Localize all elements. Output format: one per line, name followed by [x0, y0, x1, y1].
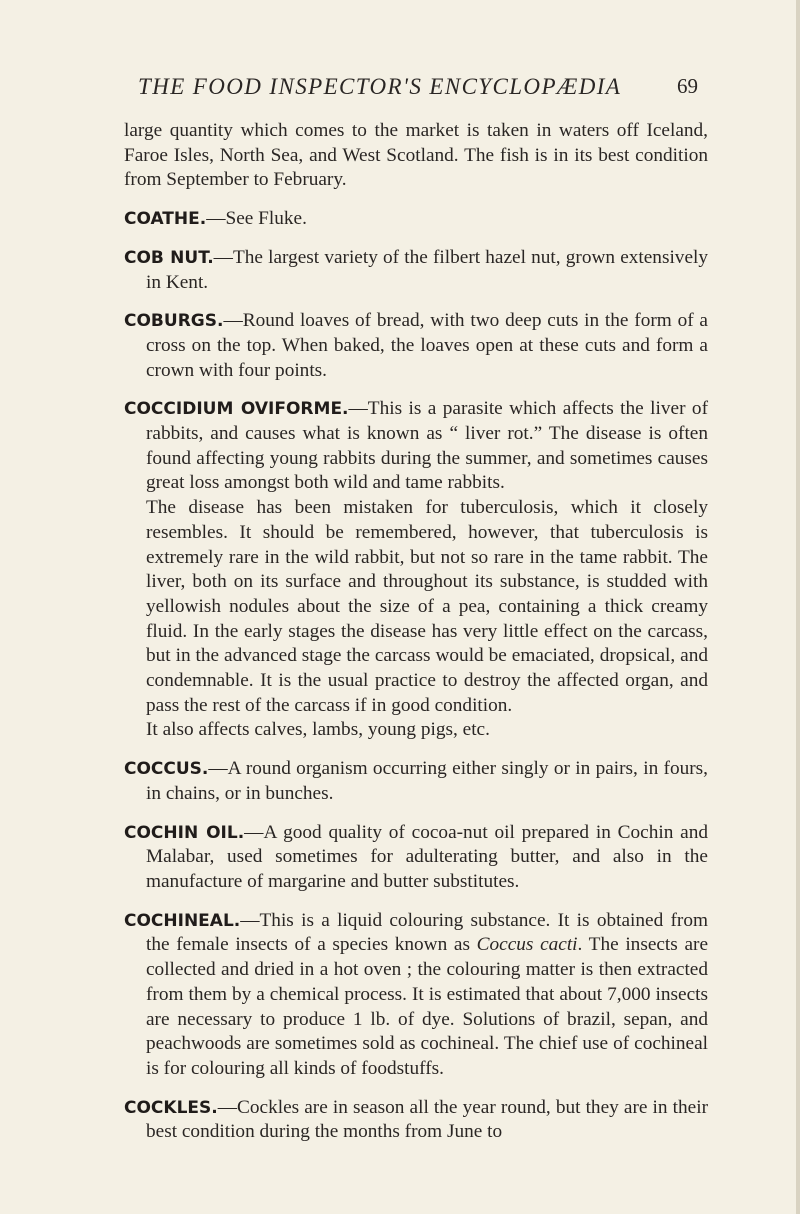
entry-term: COATHE.: [124, 209, 207, 230]
entry-text: —A round organism occurring either singly or in pairs, in fours, in chains, or in bunches.: [146, 758, 708, 804]
entry-cob-nut: [124, 246, 708, 295]
entry-text: —This is a parasite which affects the liver of rabbits, and causes what is known as “ liver rot.” The disease is often found affecting young rabbits during the summer, and sometimes causes great loss amongst both wild and tame rabbits.: [146, 398, 708, 494]
entry-paragraph: [124, 397, 708, 496]
entry-term: COCCIDIUM OVIFORME.: [124, 399, 349, 420]
running-head: [138, 74, 698, 104]
entry-term: COCHIN OIL.: [124, 822, 245, 843]
page-number: 69: [677, 74, 698, 98]
entry-text: —This is a liquid colouring substance. It is obtained from the female insects of a species known as: [146, 909, 708, 956]
entry-cochineal: [124, 909, 708, 1082]
entry-term: COBURGS.: [124, 311, 224, 332]
continuation-paragraph: large quantity which comes to the market is taken in waters off Iceland, Faroe Isles, North Sea, and West Scotland. The fish is in its best condition from September to February.: [124, 120, 708, 191]
entry-coccidium-oviforme: [124, 397, 708, 743]
entry-text: —A good quality of cocoa-nut oil prepared in Cochin and Malabar, used sometimes for adulterating butter, and also in the manufacture of margarine and butter substitutes.: [146, 821, 708, 892]
entry-cockles: [124, 1096, 708, 1145]
body-text: [124, 119, 708, 1145]
entry-text: —The largest variety of the filbert hazel nut, grown extensively in Kent.: [146, 246, 709, 293]
entry-text-continued: . The insects are collected and dried in a hot oven ; the colouring matter is then extracted from them by a chemical process. It is estimated that about 7,000 insects are necessary to produce 1 lb. of dye. Solutions of brazil, sepan, and peachwoods are sometimes sold as cochineal. The chief use of cochineal is for colouring all kinds of foodstuffs.: [146, 934, 708, 1079]
entry-text: —See Fluke.: [206, 208, 307, 230]
species-name: Coccus cacti: [476, 934, 578, 956]
entry-coburgs: [124, 309, 708, 383]
entry-text: —Round loaves of bread, with two deep cuts in the form of a cross on the top. When baked, the loaves open at these cuts and form a crown with four points.: [146, 310, 708, 381]
page-edge: [796, 0, 800, 1214]
entry-coccus: [124, 757, 708, 806]
entry-term: COCKLES.: [124, 1097, 218, 1118]
entry-paragraph-2: The disease has been mistaken for tuberculosis, which it closely resembles. It should be remembered, however, that tuberculosis is extremely rare in the wild rabbit, but not so rare in the tame rabbit. The liver, both on its surface and throughout its substance, is studded with yellowish nodules about the size of a pea, containing a thick creamy fluid. In the early stages the disease has very little effect on the carcass, but in the advanced stage the carcass would be emaciated, dropsical, and condemnable. It is the usual practice to destroy the affected organ, and pass the rest of the carcass if in good condition.: [146, 497, 708, 716]
entry-term: COB NUT.: [124, 247, 214, 268]
entry-coathe: [124, 207, 708, 232]
running-title: THE FOOD INSPECTOR'S ENCYCLOPÆDIA: [138, 74, 622, 99]
entry-cochin-oil: [124, 821, 708, 895]
entry-text: —Cockles are in season all the year round, but they are in their best condition during the months from June to: [146, 1096, 708, 1143]
entry-term: COCHINEAL.: [124, 910, 241, 931]
entry-paragraph-3: It also affects calves, lambs, young pigs, etc.: [146, 719, 490, 741]
entry-term: COCCUS.: [124, 759, 209, 780]
